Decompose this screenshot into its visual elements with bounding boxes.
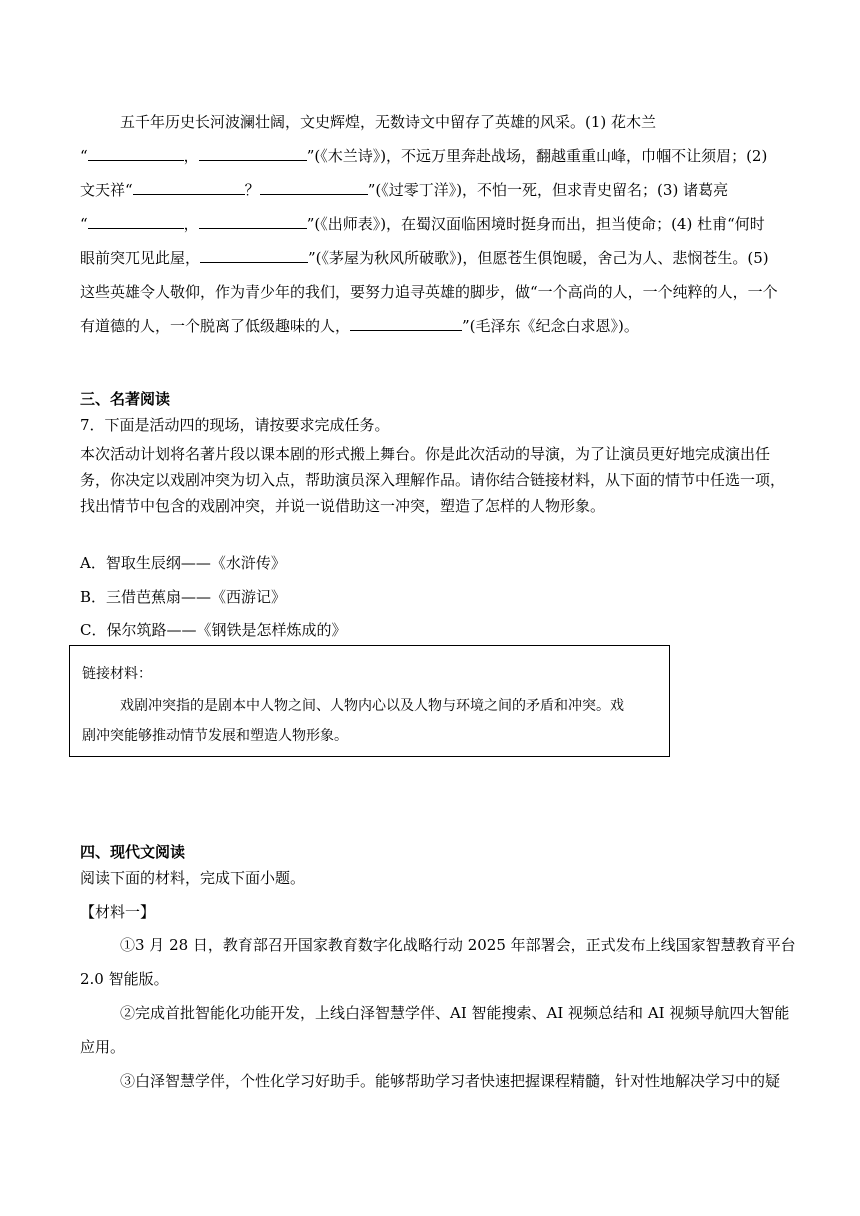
answer-blank[interactable] <box>260 179 368 195</box>
answer-blank[interactable] <box>200 247 308 263</box>
poem-fill-paragraph <box>80 105 782 343</box>
poem-line-3: 文天祥“ ？ ”(《过零丁洋》)，不怕一死，但求青史留名；(3) 诸葛亮 <box>80 181 729 199</box>
material-one-body: ①3 月 28 日，教育部召开国家教育数字化战略行动 2025 年部署会，正式发布上线国家智慧教育平台 2.0 智能版。 ②完成首批智能化功能开发，上线白泽智慧学伴、AI 智能搜索、AI 视频总结和 AI 视频导航四大智能 应用。 ③白泽智慧学伴，个性化学习好助手。能够帮助学习者快速把握课程精髓，针对性地解决学习中的疑 <box>80 936 796 1090</box>
link-material-line-1: 戏剧冲突指的是剧本中人物之间、人物内心以及人物与环境之间的矛盾和冲突。戏 <box>120 698 624 714</box>
option-b: B．三借芭蕉扇——《西游记》 <box>80 588 287 606</box>
material-one-label: 【材料一】 <box>80 903 156 921</box>
answer-blank[interactable] <box>88 213 184 229</box>
poem-line-1: 五千年历史长河波澜壮阔，文史辉煌，无数诗文中留存了英雄的风采。(1) 花木兰 <box>120 113 657 131</box>
task-paragraph: 本次活动计划将名著片段以课本剧的形式搬上舞台。你是此次活动的导演，为了让演员更好地完成演出任 务，你决定以戏剧冲突为切入点，帮助演员深入理解作品。请你结合链接材料，从下面的情节中任选一项， 找出情节中包含的戏剧冲突，并说一说借助这一冲突，塑造了怎样的人物形象。 <box>80 445 786 515</box>
option-c: C．保尔筑路——《钢铁是怎样炼成的》 <box>80 621 347 639</box>
answer-blank[interactable] <box>88 145 184 161</box>
poem-line-5: 眼前突兀见此屋， ”(《茅屋为秋风所破歌》)，但愿苍生俱饱暖，舍己为人、悲悯苍生。(5) <box>80 249 769 267</box>
answer-blank[interactable] <box>199 213 307 229</box>
answer-blank[interactable] <box>350 315 462 331</box>
section-3-heading: 三、名著阅读 <box>80 390 171 408</box>
answer-blank[interactable] <box>199 145 307 161</box>
reading-intro: 阅读下面的材料，完成下面小题。 <box>80 869 306 887</box>
link-material-title: 链接材料： <box>82 666 152 682</box>
poem-line-2: “ ， ”(《木兰诗》)，不远万里奔赴战场，翻越重重山峰，巾帼不让须眉；(2) <box>80 147 768 165</box>
section-4-heading: 四、现代文阅读 <box>80 843 186 861</box>
poem-line-4: “ ， ”(《出师表》)，在蜀汉面临困境时挺身而出，担当使命；(4) 杜甫“何时 <box>80 215 765 233</box>
answer-blank[interactable] <box>133 179 245 195</box>
poem-line-7: 有道德的人，一个脱离了低级趣味的人， ”(毛泽东《纪念白求恩》)。 <box>80 317 639 335</box>
poem-line-6: 这些英雄令人敬仰，作为青少年的我们，要努力追寻英雄的脚步，做“一个高尚的人，一个纯粹的人，一个 <box>80 283 778 301</box>
question-7: 7．下面是活动四的现场，请按要求完成任务。 <box>80 416 390 434</box>
link-material-line-2: 剧冲突能够推动情节发展和塑造人物形象。 <box>82 728 348 744</box>
link-material-box <box>69 645 670 757</box>
option-a: A．智取生辰纲——《水浒传》 <box>80 554 286 572</box>
